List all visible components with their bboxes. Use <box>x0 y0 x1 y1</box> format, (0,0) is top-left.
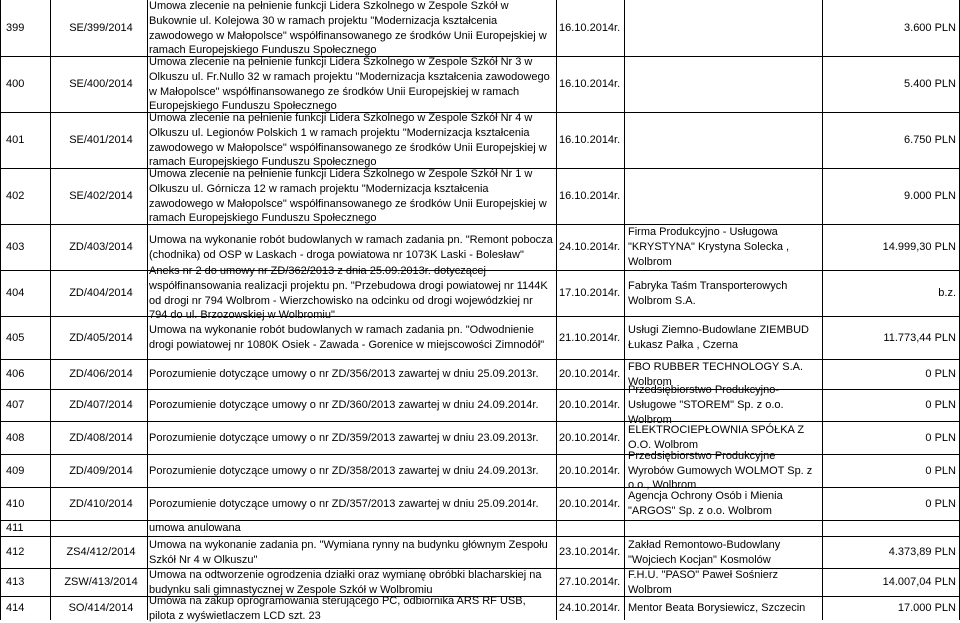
cell-date <box>559 360 621 389</box>
cell-date <box>559 1 621 56</box>
cell-date <box>559 597 621 620</box>
cell-contractor <box>628 384 823 426</box>
cell-description-text: Umowa na wykonanie zadania pn. "Wymiana rynny na budynku głównym Zespołu Szkół Nr 4 w Olkuszu" <box>149 538 548 566</box>
table-row <box>0 449 960 492</box>
cell-description-text: Umowa na odtworzenie ogrodzenia działki oraz wymianę obróbki blacharskiej na budynku sali gimnastycznej w Zespole Szkół w Wolbromiu <box>149 568 542 596</box>
cell-amount <box>822 169 956 224</box>
cell-description <box>149 422 553 454</box>
cell-date <box>559 113 621 168</box>
cell-signature <box>56 422 146 454</box>
cell-number <box>6 390 28 421</box>
cell-amount-text: 11.773,44 PLN <box>883 331 956 344</box>
cell-contractor-text: F.H.U. "PASO" Paweł Sośnierz Wolbrom <box>628 568 779 596</box>
table-row <box>0 568 960 596</box>
cell-description <box>149 455 553 487</box>
cell-number-text: 414 <box>6 602 25 615</box>
cell-date-text: 20.10.2014r. <box>559 368 621 381</box>
cell-amount <box>822 360 956 389</box>
table-row <box>0 168 960 224</box>
cell-signature <box>56 597 146 620</box>
cell-description-text: Porozumienie dotyczące umowy o nr ZD/357/2013 zawartej w dniu 25.09.2014r. <box>149 497 539 510</box>
cell-description <box>149 488 553 520</box>
cell-amount-text: 17.000 PLN <box>897 602 956 615</box>
table-row <box>0 316 960 359</box>
cell-number <box>6 537 28 568</box>
cell-date-text: 20.10.2014r. <box>559 497 621 510</box>
cell-date <box>559 225 621 270</box>
cell-contractor <box>628 113 823 168</box>
cell-contractor-text: Usługi Ziemno-Budowlane ZIEMBUD Łukasz Pałka , Czerna <box>628 324 809 351</box>
cell-signature <box>56 521 146 536</box>
cell-date <box>559 169 621 224</box>
cell-amount-text: 4.373,89 PLN <box>888 546 956 559</box>
cell-number-text: 400 <box>6 78 25 91</box>
cell-date <box>559 422 621 454</box>
table-row <box>0 596 960 620</box>
cell-description <box>149 113 553 168</box>
table-row <box>0 264 960 322</box>
cell-description <box>149 521 555 536</box>
cell-description-text: Porozumienie dotyczące umowy o nr ZD/356/2013 zawartej w dniu 25.09.2013r. <box>149 368 539 381</box>
table-row <box>0 384 960 426</box>
cell-description <box>149 390 553 421</box>
cell-signature <box>56 488 146 520</box>
cell-contractor-text: Przedsiębiorstwo Produkcyjne Wyrobów Gumowych WOLMOT Sp. z o.o., Wolbrom <box>628 449 813 492</box>
cell-amount <box>822 488 956 520</box>
cell-signature <box>56 271 146 316</box>
cell-date-text: 16.10.2014r. <box>559 22 621 35</box>
cell-description <box>149 317 553 359</box>
cell-amount-text: 0 PLN <box>925 368 956 381</box>
cell-contractor <box>628 521 823 536</box>
cell-description <box>149 569 553 596</box>
cell-number <box>6 422 28 454</box>
cell-contractor-text: FBO RUBBER TECHNOLOGY S.A. Wolbrom <box>628 360 804 388</box>
cell-date <box>559 521 621 536</box>
cell-number <box>6 597 28 620</box>
cell-signature-text: SE/400/2014 <box>69 78 133 91</box>
cell-number-text: 407 <box>6 399 25 412</box>
cell-description-text: Umowa zlecenie na pełnienie funkcji Lidera Szkolnego w Zespole Szkół Nr 3 w Olkuszu ul. Fr.Nullo 32 w ramach projektu "Modernizacja kształcenia zawodowego w Małopolsce" współfinansowanego ze środków Unii Europejskiej w ramach Europejskiego Funduszu Społecznego <box>149 55 550 113</box>
cell-signature-text: ZD/403/2014 <box>69 241 133 254</box>
cell-description-text: Aneks nr 2 do umowy nr ZD/362/2013 z dnia 25.09.2013r. dotyczącej współfinansowania realizacji projektu pn. "Przebudowa drogi powiatowej nr 1144K od drogi nr 794 Wolbrom - Wierzchowisko na odcinku od drogi wojewódzkiej nr 794 do ul. Brzozowskiej w Wolbromiu" <box>149 264 548 322</box>
cell-date-text: 24.10.2014r. <box>559 602 621 615</box>
cell-signature-text: SE/399/2014 <box>69 22 133 35</box>
table-row <box>0 536 960 568</box>
cell-signature-text: ZS4/412/2014 <box>66 546 136 559</box>
cell-amount <box>822 225 956 270</box>
cell-contractor <box>628 225 823 270</box>
cell-amount-text: b.z. <box>938 287 956 300</box>
cell-description-text: Umowa zlecenie na pełnienie funkcji Lidera Szkolnego w Zespole Szkół w Bukownie ul. Kolejowa 30 w ramach projektu "Modernizacja kształcenia zawodowego w Małopolsce" współfinansowanego ze środków Unii Europejskiej w ramach Europejskiego Funduszu Społecznego <box>149 0 547 57</box>
cell-number-text: 403 <box>6 241 25 254</box>
cell-number <box>6 488 28 520</box>
cell-amount <box>822 597 956 620</box>
cell-date <box>559 317 621 359</box>
cell-amount-text: 0 PLN <box>925 464 956 477</box>
cell-description <box>149 360 553 389</box>
cell-signature-text: ZD/408/2014 <box>69 431 133 444</box>
cell-number <box>6 113 28 168</box>
cell-number-text: 405 <box>6 331 25 344</box>
cell-number-text: 411 <box>6 522 24 535</box>
cell-contractor-text: Zakład Remontowo-Budowlany "Wojciech Kocjan" Kosmolów <box>628 538 781 566</box>
cell-number <box>6 455 28 487</box>
cell-amount-text: 14.007,04 PLN <box>882 576 956 589</box>
cell-signature-text: SE/402/2014 <box>69 190 133 203</box>
cell-signature-text: ZD/409/2014 <box>69 464 133 477</box>
cell-date-text: 20.10.2014r. <box>559 464 621 477</box>
cell-description-text: Umowa zlecenie na pełnienie funkcji Lidera Szkolnego w Zespole Szkół Nr 1 w Olkuszu ul. Górnicza 12 w ramach projektu "Modernizacja kształcenia zawodowego w Małopolsce" współfinansowanego ze środków Unii Europejskiej w ramach Europejskiego Funduszu Społecznego <box>149 167 547 225</box>
cell-contractor <box>628 569 823 596</box>
cell-description-text: Umowa na wykonanie robót budowlanych w ramach zadania pn. "Odwodnienie drogi powiatowej nr 1080K Osiek - Zawada - Gorenice w miejscowości Zimnodół" <box>149 324 545 351</box>
cell-amount-text: 5.400 PLN <box>904 78 956 91</box>
cell-number-text: 413 <box>6 576 25 589</box>
cell-description-text: Umowa na zakup oprogramowania sterującego PC, odbiornika ARS RF USB, pilota z wyświetlaczem LCD szt. 23 <box>149 594 526 622</box>
cell-description <box>149 1 553 56</box>
cell-contractor <box>628 597 823 620</box>
cell-signature-text: ZD/404/2014 <box>69 287 133 300</box>
cell-contractor-text: Mentor Beata Borysiewicz, Szczecin <box>628 602 806 615</box>
cell-amount <box>822 317 956 359</box>
cell-signature <box>56 390 146 421</box>
cell-number <box>6 271 28 316</box>
cell-contractor <box>628 537 823 568</box>
cell-amount-text: 0 PLN <box>925 431 956 444</box>
cell-amount-text: 0 PLN <box>925 399 956 412</box>
cell-description-text: Porozumienie dotyczące umowy o nr ZD/360/2013 zawartej w dniu 24.09.2014r. <box>149 399 539 412</box>
cell-number <box>6 225 28 270</box>
cell-date-text: 16.10.2014r. <box>559 78 621 91</box>
cell-description-text: umowa anulowana <box>149 522 241 535</box>
cell-signature <box>56 317 146 359</box>
cell-signature-text: ZD/406/2014 <box>69 368 133 381</box>
cell-signature <box>56 57 146 112</box>
table-row <box>0 56 960 112</box>
cell-number <box>6 521 28 536</box>
table-row <box>0 112 960 168</box>
cell-date-text: 23.10.2014r. <box>559 546 621 559</box>
cell-signature-text: ZD/405/2014 <box>69 331 133 344</box>
cell-signature <box>56 569 146 596</box>
cell-amount-text: 9.000 PLN <box>904 190 956 203</box>
cell-contractor <box>628 317 823 359</box>
cell-number-text: 401 <box>6 134 25 147</box>
cell-amount-text: 3.600 PLN <box>904 22 956 35</box>
cell-amount <box>822 271 956 316</box>
cell-description <box>149 264 553 322</box>
cell-signature <box>56 537 146 568</box>
cell-number <box>6 169 28 224</box>
cell-date <box>559 455 621 487</box>
cell-amount-text: 0 PLN <box>925 497 956 510</box>
cell-amount <box>822 57 956 112</box>
cell-date-text: 16.10.2014r. <box>559 190 621 203</box>
cell-signature-text: ZD/407/2014 <box>69 399 133 412</box>
cell-contractor <box>628 169 823 224</box>
cell-amount <box>822 455 956 487</box>
cell-date-text: 20.10.2014r. <box>559 399 621 412</box>
cell-date-text: 21.10.2014r. <box>559 331 621 344</box>
cell-number-text: 399 <box>6 22 25 35</box>
cell-number-text: 406 <box>6 368 25 381</box>
cell-number-text: 410 <box>6 497 25 510</box>
cell-date-text: 16.10.2014r. <box>559 134 621 147</box>
cell-number <box>6 569 28 596</box>
cell-number-text: 412 <box>6 546 25 559</box>
cell-date-text: 20.10.2014r. <box>559 431 621 444</box>
cell-contractor <box>628 271 823 316</box>
table-row <box>0 487 960 520</box>
cell-signature-text: SE/401/2014 <box>69 134 133 147</box>
cell-number-text: 404 <box>6 287 25 300</box>
cell-amount <box>822 422 956 454</box>
cell-contractor <box>628 1 823 56</box>
cell-amount <box>822 521 956 536</box>
cell-date-text: 24.10.2014r. <box>559 241 621 254</box>
cell-number <box>6 360 28 389</box>
cell-contractor-text: Agencja Ochrony Osób i Mienia "ARGOS" Sp. z o.o. Wolbrom <box>628 490 783 517</box>
cell-contractor-text: ELEKTROCIEPŁOWNIA SPÓŁKA Z O.O. Wolbrom <box>628 424 805 451</box>
cell-signature-text: ZSW/413/2014 <box>64 576 138 589</box>
cell-signature <box>56 225 146 270</box>
cell-description <box>149 594 553 622</box>
cell-number-text: 408 <box>6 431 25 444</box>
cell-date <box>559 271 621 316</box>
cell-description-text: Umowa na wykonanie robót budowlanych w ramach zadania pn. "Remont pobocza (chodnika) od OSP w Laskach - droga powiatowa nr 1073K Laski - Bolesław" <box>149 233 553 261</box>
cell-date <box>559 390 621 421</box>
cell-amount <box>822 390 956 421</box>
cell-signature <box>56 455 146 487</box>
cell-date <box>559 57 621 112</box>
cell-contractor-text: Firma Produkcyjno - Usługowa "KRYSTYNA" Krystyna Solecka , Wolbrom <box>628 226 790 268</box>
cell-amount-text: 14.999,30 PLN <box>882 241 956 254</box>
cell-signature <box>56 360 146 389</box>
cell-number <box>6 317 28 359</box>
cell-signature <box>56 169 146 224</box>
cell-description-text: Porozumienie dotyczące umowy o nr ZD/358/2013 zawartej w dniu 24.09.2013r. <box>149 464 539 477</box>
cell-number <box>6 57 28 112</box>
cell-number <box>6 1 28 56</box>
cell-signature-text: SO/414/2014 <box>68 602 134 615</box>
cell-amount <box>822 113 956 168</box>
cell-date-text: 27.10.2014r. <box>559 576 621 589</box>
cell-date-text: 17.10.2014r. <box>559 287 621 300</box>
cell-amount <box>822 1 956 56</box>
cell-signature-text: ZD/410/2014 <box>69 497 133 510</box>
cell-signature <box>56 113 146 168</box>
cell-amount <box>822 537 956 568</box>
cell-number-text: 402 <box>6 190 25 203</box>
cell-amount-text: 6.750 PLN <box>904 134 956 147</box>
table-row <box>0 0 960 56</box>
cell-description <box>149 169 553 224</box>
cell-contractor <box>628 57 823 112</box>
table-row <box>0 520 960 536</box>
cell-amount <box>822 569 956 596</box>
cell-contractor-text: Fabryka Taśm Transporterowych Wolbrom S.A. <box>628 279 788 307</box>
cell-contractor <box>628 488 823 520</box>
cell-date <box>559 537 621 568</box>
cell-date <box>559 488 621 520</box>
cell-description <box>149 537 553 568</box>
cell-contractor <box>628 449 823 492</box>
cell-description-text: Umowa zlecenie na pełnienie funkcji Lidera Szkolnego w Zespole Szkół Nr 4 w Olkuszu ul. Legionów Polskich 1 w ramach projektu "Modernizacja kształcenia zawodowego w Małopolsce" współfinansowanego ze środków Unii Europejskiej w ramach Europejskiego Funduszu Społecznego <box>149 111 547 169</box>
cell-description-text: Porozumienie dotyczące umowy o nr ZD/359/2013 zawartej w dniu 23.09.2013r. <box>149 431 539 444</box>
cell-description <box>149 57 553 112</box>
cell-contractor-text: Przedsiębiorstwo Produkcyjno-Usługowe "STOREM" Sp. z o.o. Wolbrom <box>628 384 784 426</box>
cell-signature <box>56 1 146 56</box>
cell-date <box>559 569 621 596</box>
cell-number-text: 409 <box>6 464 25 477</box>
